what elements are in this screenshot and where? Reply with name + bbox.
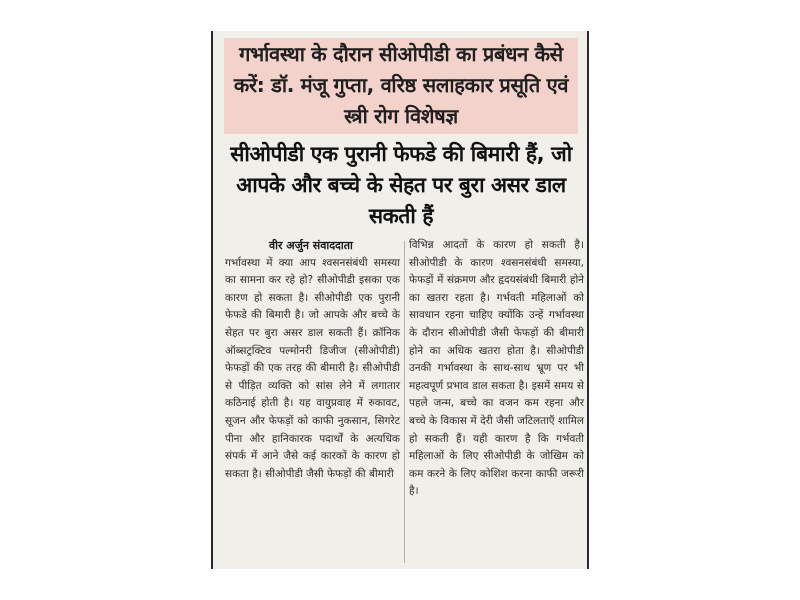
subheadline: सीओपीडी एक पुरानी फेफडे की बिमारी हैं, जो आपके और बच्चे के सेहत पर बुरा असर डाल सकती हैं [230, 142, 572, 228]
article-body [225, 237, 584, 567]
newspaper-clipping [211, 31, 589, 569]
byline: वीर अर्जुन संवाददाता [269, 239, 353, 252]
article-column-left [225, 237, 400, 483]
column-right-text: विभिन्न आदतों के कारण हो सकती है। सीओपीडी के कारण श्वसनसंबंधी समस्या, फेफड़ों में संक्रमण और हृदयसंबंधी बिमारी होने का खतरा रहता है। गर्भवती महिलाओं को सावधान रहना चाहिए क्योंकि उन्हें गर्भावस्था के दौरान सीओपीडी जैसी फेफड़ों की बीमारी होने का अधिक खतरा होता है। सीओपीडी उनकी गर्भावस्था के साथ-साथ भ्रूण पर भी महत्वपूर्ण प्रभाव डाल सकता है। इसमें समय से पहले जन्म, बच्चे का वजन कम रहना और बच्चे के विकास में देरी जैसी जटिलताएँ शामिल हो सकती हैं। यही कारण है कि गर्भवती महिलाओं के लिए सीओपीडी के जोखिम को कम करने के लिए कोशिश करना काफी जरूरी है। [409, 239, 584, 498]
article-column-right [409, 237, 584, 501]
headline: गर्भावस्था के दौरान सीओपीडी का प्रबंधन कैसे करें: डॉ. मंजू गुप्ता, वरिष्ठ सलाहकार प्रसूति एवं स्त्री रोग विशेषज्ञ [233, 42, 569, 128]
column-divider [404, 241, 405, 563]
column-left-text: गर्भावस्था में क्या आप श्वसनसंबंधी समस्या का सामना कर रहे हो? सीओपीडी इसका एक कारण हो सकता है। सीओपीडी एक पुरानी फेफडे की बिमारी है। जो आपके और बच्चे के सेहत पर बुरा असर डाल सकती हैं। क्रॉनिक ऑब्सट्रक्टिव पल्मोनरी डिजीज (सीओपीडी) फेफड़ों की एक तरह की बीमारी है। सीओपीडी से पीड़ित व्यक्ति को सांस लेने में लगातार कठिनाई होती है। यह वायुप्रवाह में रुकावट, सूजन और फेफड़ों को काफी नुकसान, सिगरेट पीना और हानिकारक पदार्थों के अत्यधिक संपर्क में आने जैसे कई कारकों के कारण हो सकता है। सीओपीडी जैसी फेफड़ों की बीमारी [225, 256, 400, 480]
